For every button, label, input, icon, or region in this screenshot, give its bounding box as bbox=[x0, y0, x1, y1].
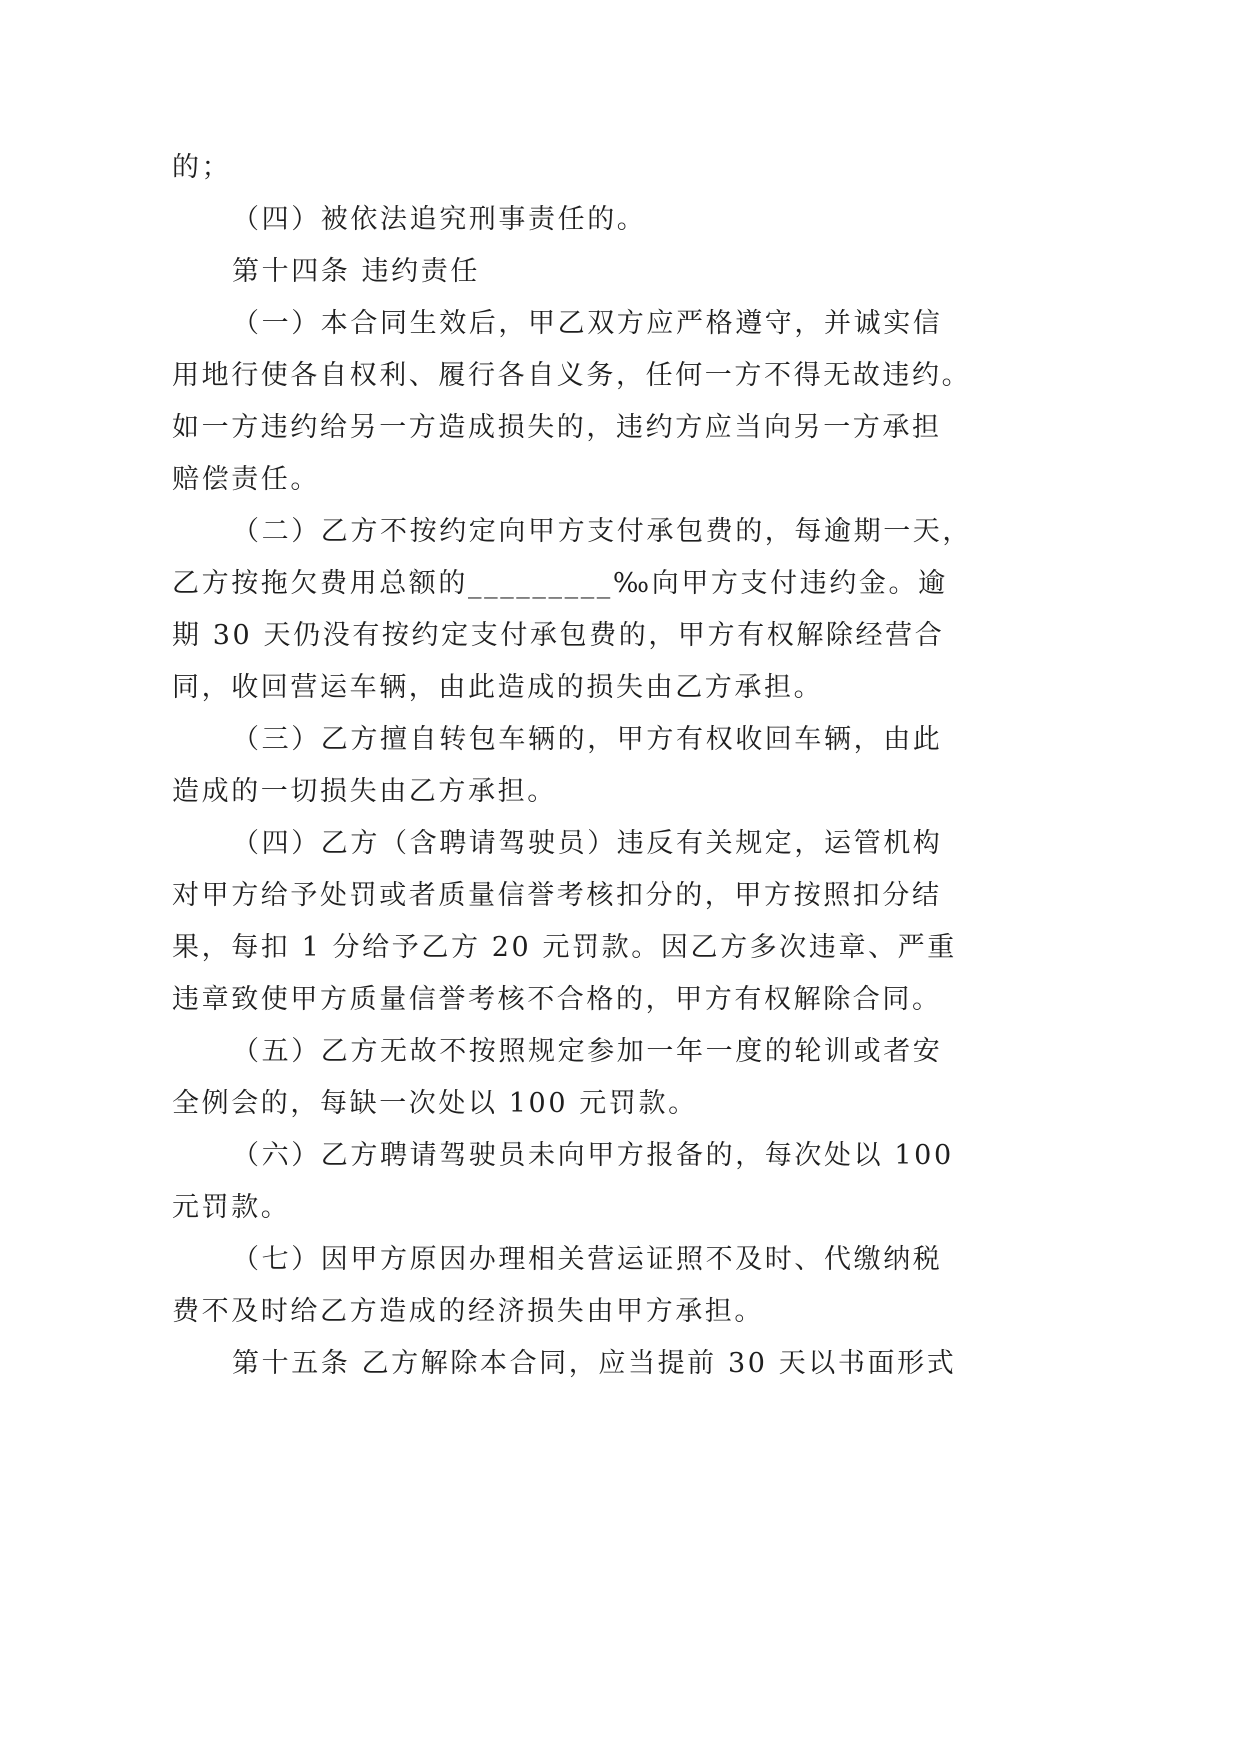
text-line: （五）乙方无故不按照规定参加一年一度的轮训或者安 bbox=[232, 1036, 943, 1067]
paragraph-clause-1 bbox=[172, 298, 1072, 506]
text-line: 的； bbox=[172, 152, 232, 183]
article-heading: 第十五条 乙方解除本合同，应当提前 30 天以书面形式 bbox=[232, 1348, 957, 1379]
text-line: （一）本合同生效后，甲乙双方应严格遵守，并诚实信 bbox=[232, 308, 943, 339]
text-line: 造成的一切损失由乙方承担。 bbox=[172, 776, 557, 807]
paragraph-clause-7 bbox=[172, 1234, 1072, 1338]
article-15 bbox=[172, 1338, 1072, 1390]
text-line: （七）因甲方原因办理相关营运证照不及时、代缴纳税 bbox=[232, 1244, 943, 1275]
text-line: （三）乙方擅自转包车辆的，甲方有权收回车辆，由此 bbox=[232, 724, 943, 755]
text-line: 果，每扣 1 分给予乙方 20 元罚款。因乙方多次违章、严重 bbox=[172, 932, 957, 963]
text-line: 同，收回营运车辆，由此造成的损失由乙方承担。 bbox=[172, 672, 824, 703]
paragraph-clause-4 bbox=[172, 818, 1072, 1026]
text-line: 用地行使各自权利、履行各自义务，任何一方不得无故违约。 bbox=[172, 360, 972, 391]
paragraph-clause-5 bbox=[172, 1026, 1072, 1130]
text-line: 赔偿责任。 bbox=[172, 464, 320, 495]
text-line: 违章致使甲方质量信誉考核不合格的，甲方有权解除合同。 bbox=[172, 984, 942, 1015]
paragraph-continuation bbox=[172, 142, 1072, 194]
text-line-with-blank: 乙方按拖欠费用总额的_________‰向甲方支付违约金。逾 bbox=[172, 568, 948, 599]
text-line: （四）被依法追究刑事责任的。 bbox=[232, 204, 647, 235]
text-line: 如一方违约给另一方造成损失的，违约方应当向另一方承担 bbox=[172, 412, 942, 443]
text-line: 费不及时给乙方造成的经济损失由甲方承担。 bbox=[172, 1296, 764, 1327]
text-line: 期 30 天仍没有按约定支付承包费的，甲方有权解除经营合 bbox=[172, 620, 945, 651]
paragraph-clause-3 bbox=[172, 714, 1072, 818]
text-line: 全例会的，每缺一次处以 100 元罚款。 bbox=[172, 1088, 698, 1119]
article-heading: 第十四条 违约责任 bbox=[232, 256, 480, 287]
paragraph-clause-6 bbox=[172, 1130, 1072, 1234]
text-line: （四）乙方（含聘请驾驶员）违反有关规定，运管机构 bbox=[232, 828, 943, 859]
article-14-heading bbox=[172, 246, 1072, 298]
text-line: 对甲方给予处罚或者质量信誉考核扣分的，甲方按照扣分结 bbox=[172, 880, 942, 911]
paragraph-clause-2 bbox=[172, 506, 1072, 714]
text-line: 元罚款。 bbox=[172, 1192, 291, 1223]
paragraph-clause-4-criminal bbox=[172, 194, 1072, 246]
contract-body bbox=[172, 142, 1072, 1390]
text-line: （六）乙方聘请驾驶员未向甲方报备的，每次处以 100 bbox=[232, 1140, 954, 1171]
text-line: （二）乙方不按约定向甲方支付承包费的，每逾期一天， bbox=[232, 516, 972, 547]
